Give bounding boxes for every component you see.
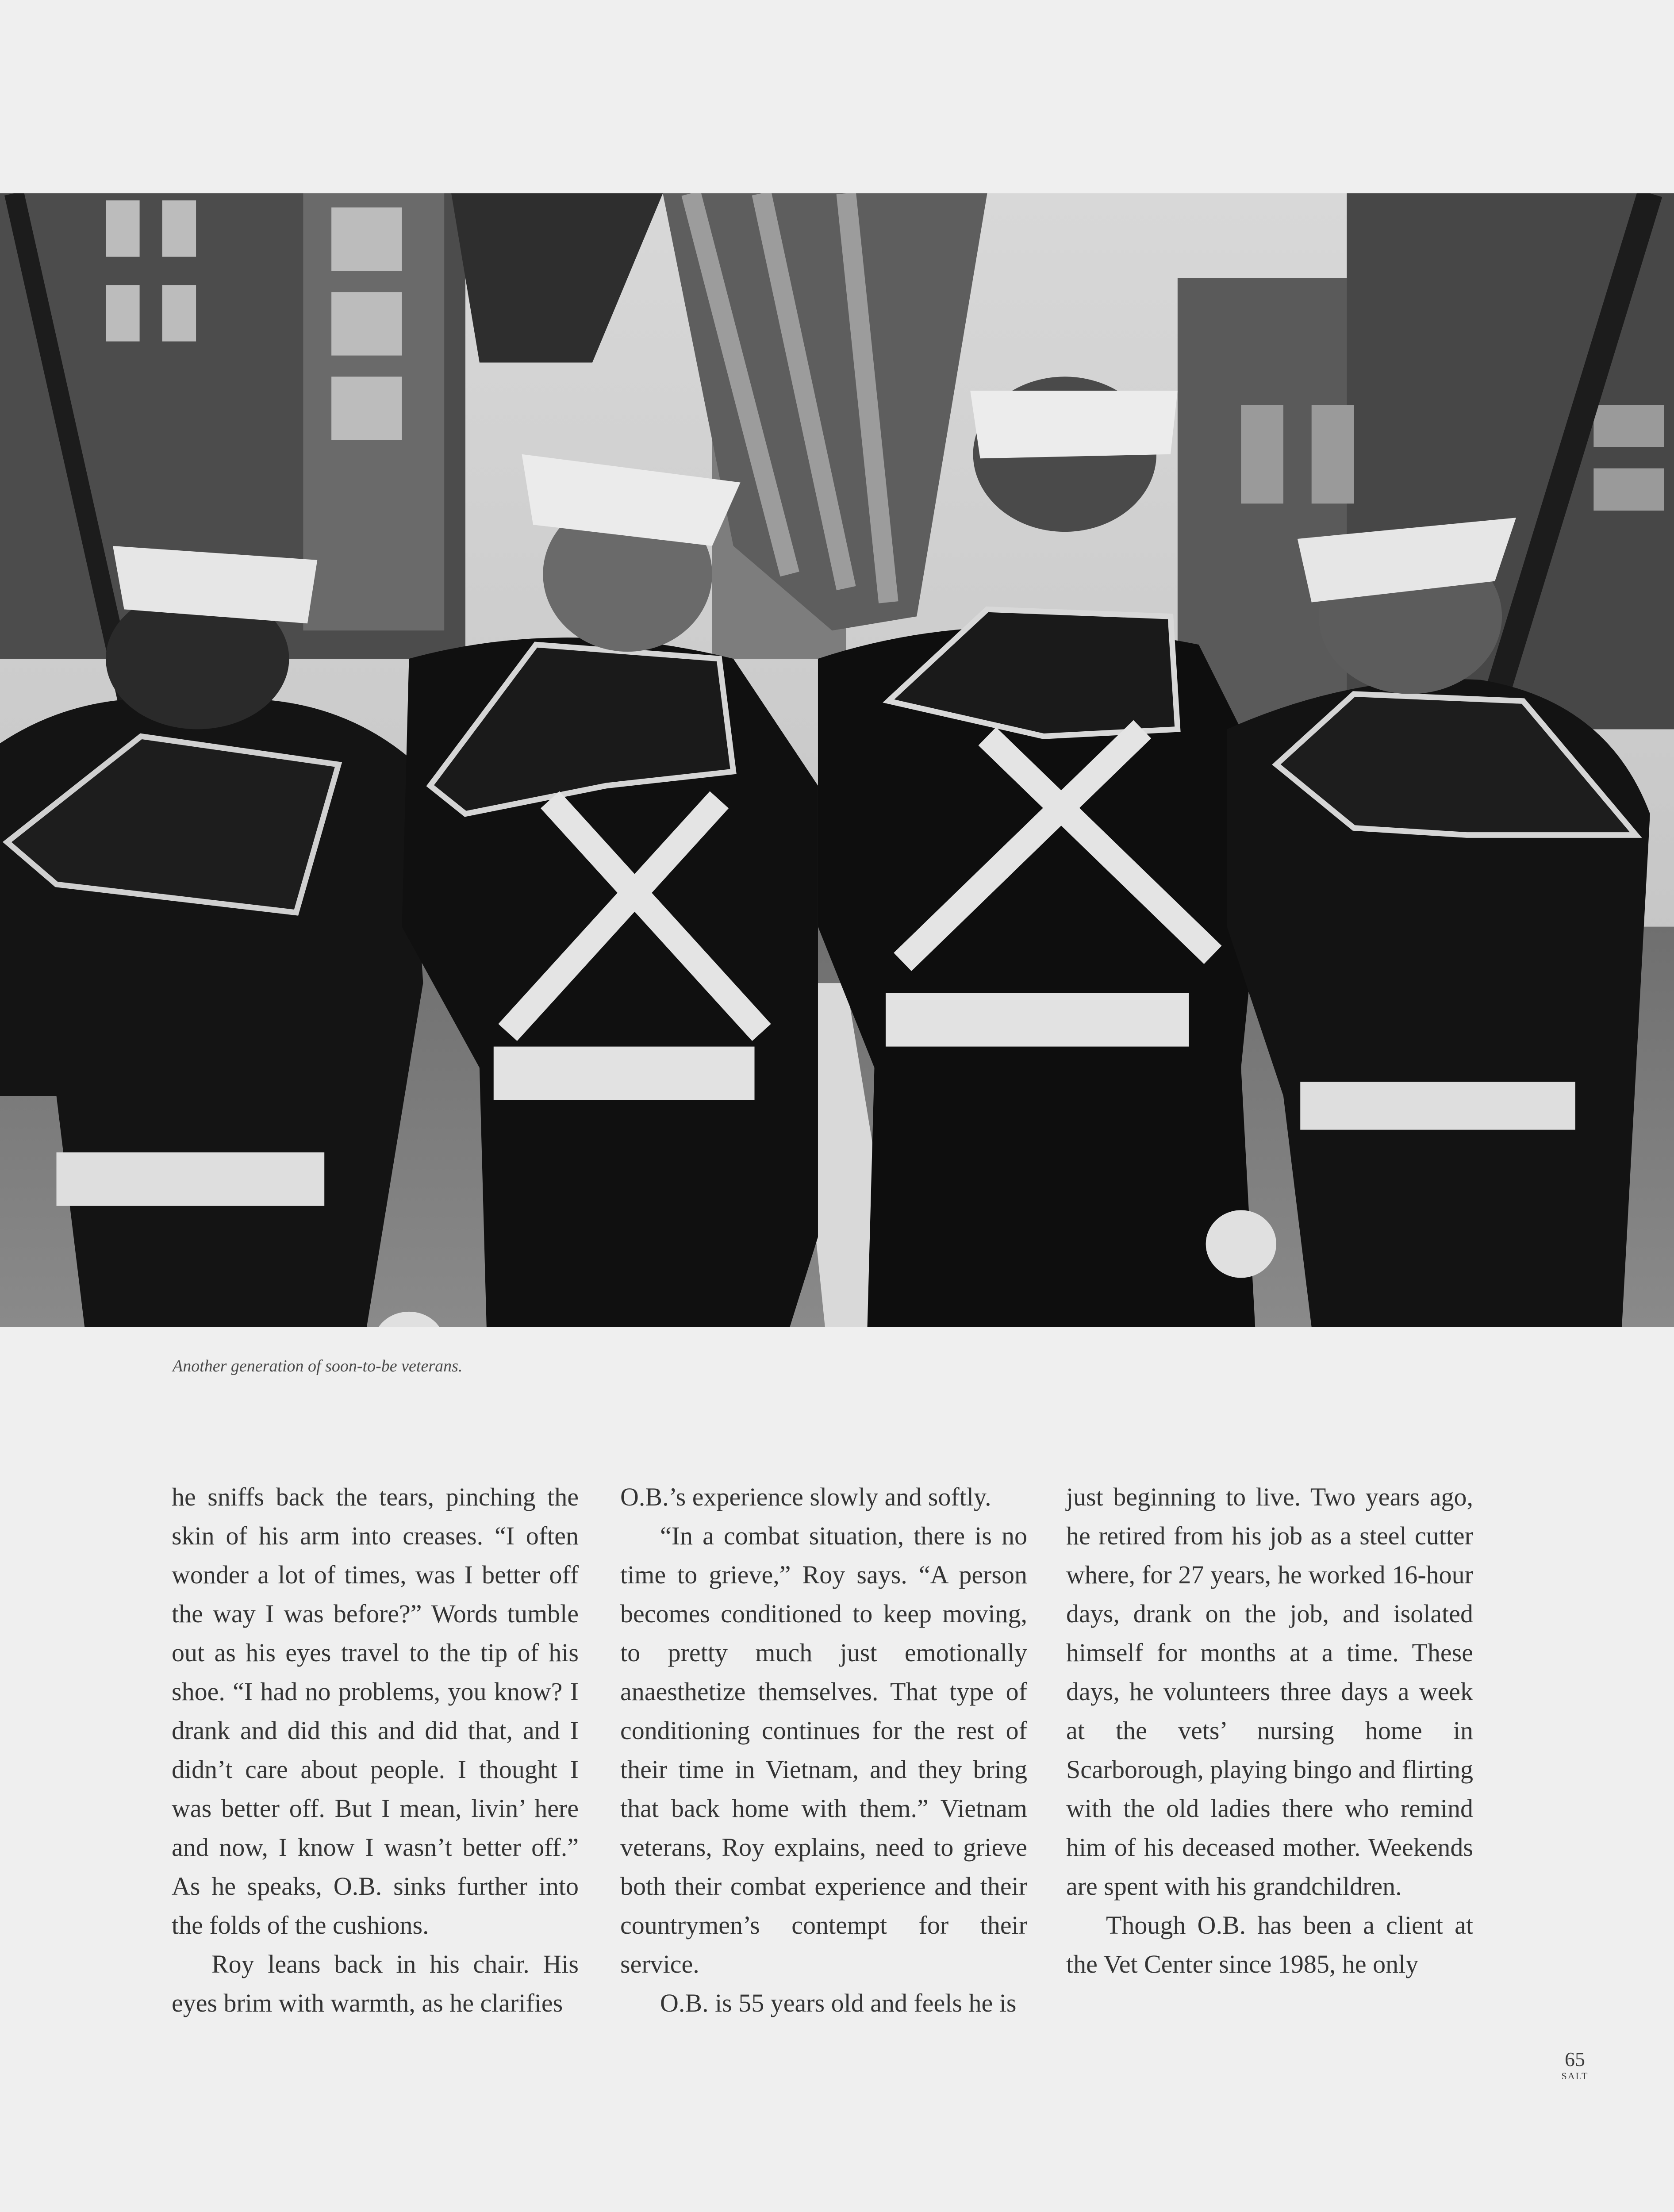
paragraph: just beginning to live. Two years ago, he retired from his job as a steel cutter where, for 27 years, he worked 16-hour days, drank on the job, and isolated himself for months at a time. These days, he volunteers three days a week at the vets’ nursing home in Scarborough, playing bingo and flirting with the old ladies there who remind him of his deceased mother. Weekends are spent with his grandchildren. — [1066, 1482, 1473, 1901]
folio — [1548, 2048, 1601, 2082]
paragraph: O.B. is 55 years old and feels he is — [660, 1989, 1017, 2017]
photo-caption: Another generation of soon-to-be veterans. — [173, 1357, 463, 1375]
publication-name: SALT — [1561, 2070, 1589, 2081]
paragraph: “In a combat situation, there is no time to grieve,” Roy says. “A person becomes conditioned to keep moving, to pretty much just emotionally anaesthetize themselves. That type of conditioning continues for the rest of their time in Vietnam, and they bring that back home with them.” Vietnam veterans, Roy explains, need to grieve both their combat experience and their countrymen’s contempt for their service. — [620, 1521, 1027, 1978]
text-column-1 — [172, 1478, 579, 2023]
paragraph: he sniffs back the tears, pinching the skin of his arm into creases. “I often wonder a lot of times, was I better off the way I was before?” Words tumble out as his eyes travel to the tip of his shoe. “I had no problems, you know? I drank and did this and did that, and I didn’t care about people. I thought I was better off. But I mean, livin’ here and now, I know I wasn’t better off.” As he speaks, O.B. sinks further into the folds of the cushions. — [172, 1482, 579, 1939]
sailors-photograph — [0, 193, 1674, 1327]
paragraph: O.B.’s experience slowly and softly. — [620, 1482, 991, 1511]
text-column-3 — [1066, 1478, 1473, 1984]
text-column-2 — [620, 1478, 1027, 2023]
page-number: 65 — [1565, 2048, 1585, 2070]
sailors-photo-illustration — [0, 193, 1674, 1327]
paragraph: Though O.B. has been a client at the Vet Center since 1985, he only — [1066, 1911, 1473, 1978]
paragraph: Roy leans back in his chair. His eyes brim with warmth, as he clarifies — [172, 1950, 579, 2017]
